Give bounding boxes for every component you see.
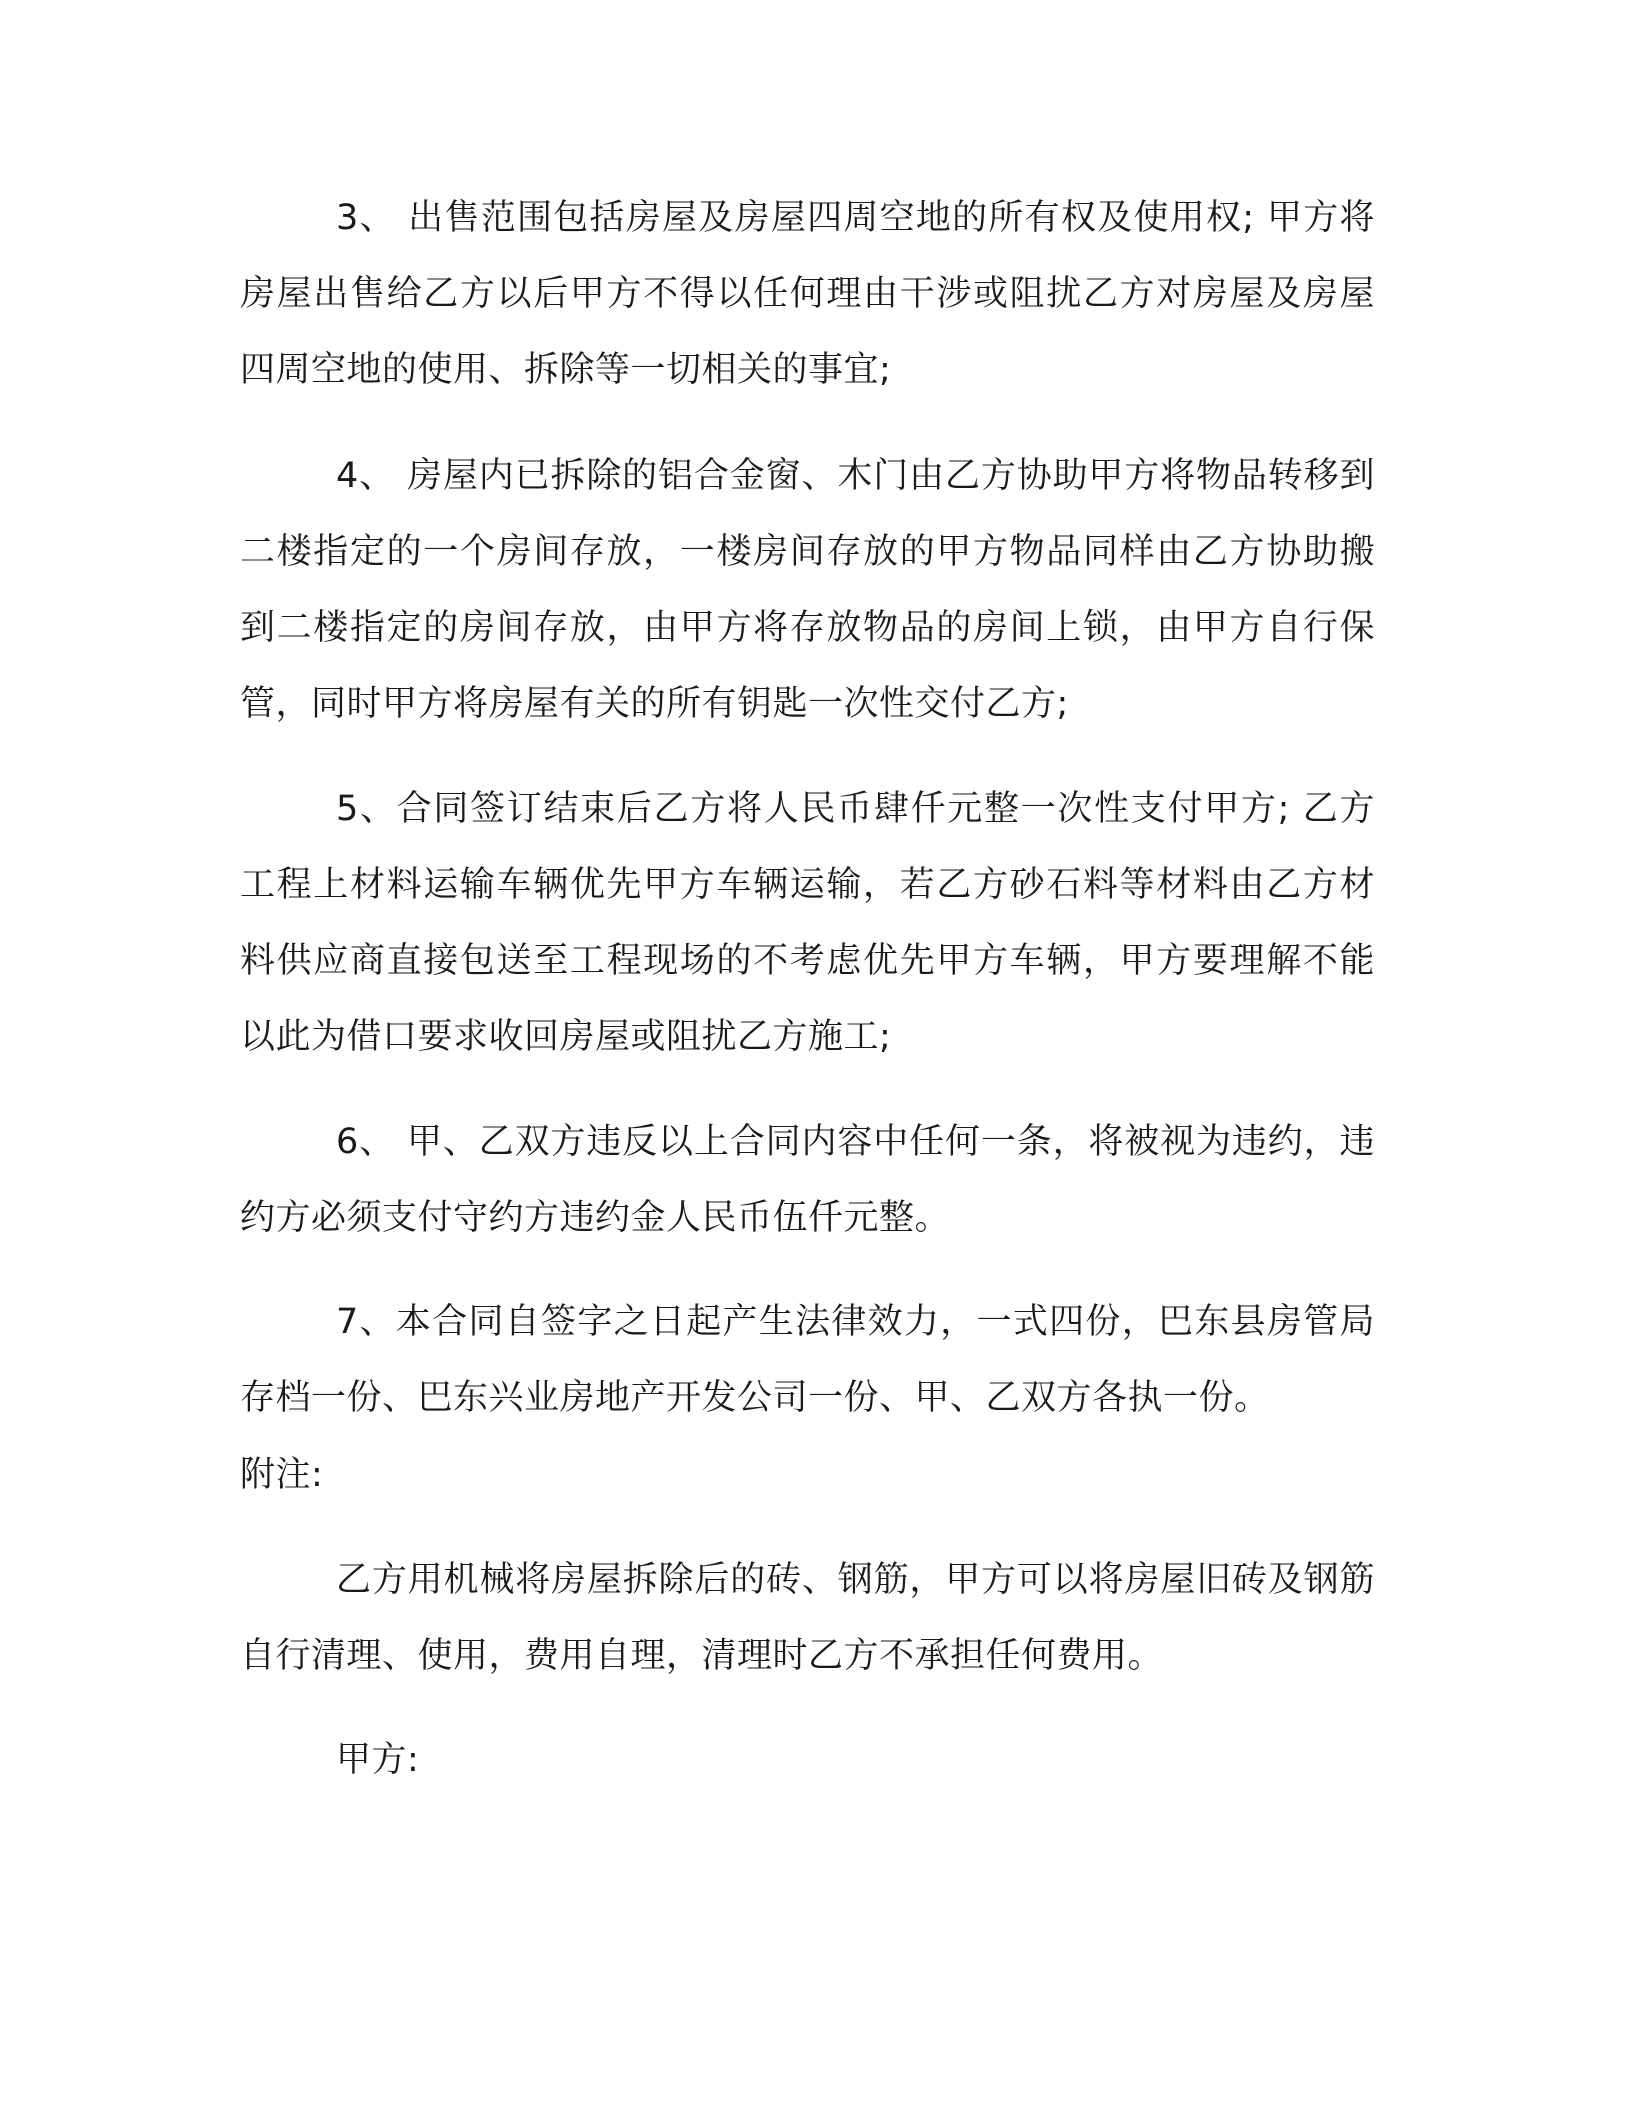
clause-5: 5、合同签订结束后乙方将人民币肆仟元整一次性支付甲方; 乙方工程上材料运输车辆优先甲方车辆运输，若乙方砂石料等材料由乙方材料供应商直接包送至工程现场的不考虑优先甲方车辆，甲方要理解不能以此为借口要求收回房屋或阻扰乙方施工; [240, 789, 1375, 1057]
clause-4: 4、 房屋内已拆除的铝合金窗、木门由乙方协助甲方将物品转移到二楼指定的一个房间存放，一楼房间存放的甲方物品同样由乙方协助搬到二楼指定的房间存放，由甲方将存放物品的房间上锁，由甲方自行保管，同时甲方将房屋有关的所有钥匙一次性交付乙方; [240, 456, 1375, 724]
clause-7: 7、本合同自签字之日起产生法律效力，一式四份，巴东县房管局存档一份、巴东兴业房地产开发公司一份、甲、乙双方各执一份。 [240, 1302, 1375, 1418]
note-label: 附注: [240, 1455, 324, 1495]
note-body: 乙方用机械将房屋拆除后的砖、钢筋，甲方可以将房屋旧砖及钢筋自行清理、使用，费用自理，清理时乙方不承担任何费用。 [240, 1560, 1375, 1676]
clause-6: 6、 甲、乙双方违反以上合同内容中任何一条，将被视为违约，违约方必须支付守约方违约金人民币伍仟元整。 [240, 1122, 1375, 1238]
party-a-signature-label: 甲方: [336, 1740, 420, 1780]
clause-3: 3、 出售范围包括房屋及房屋四周空地的所有权及使用权; 甲方将房屋出售给乙方以后甲方不得以任何理由干涉或阻扰乙方对房屋及房屋四周空地的使用、拆除等一切相关的事宜; [240, 198, 1375, 390]
